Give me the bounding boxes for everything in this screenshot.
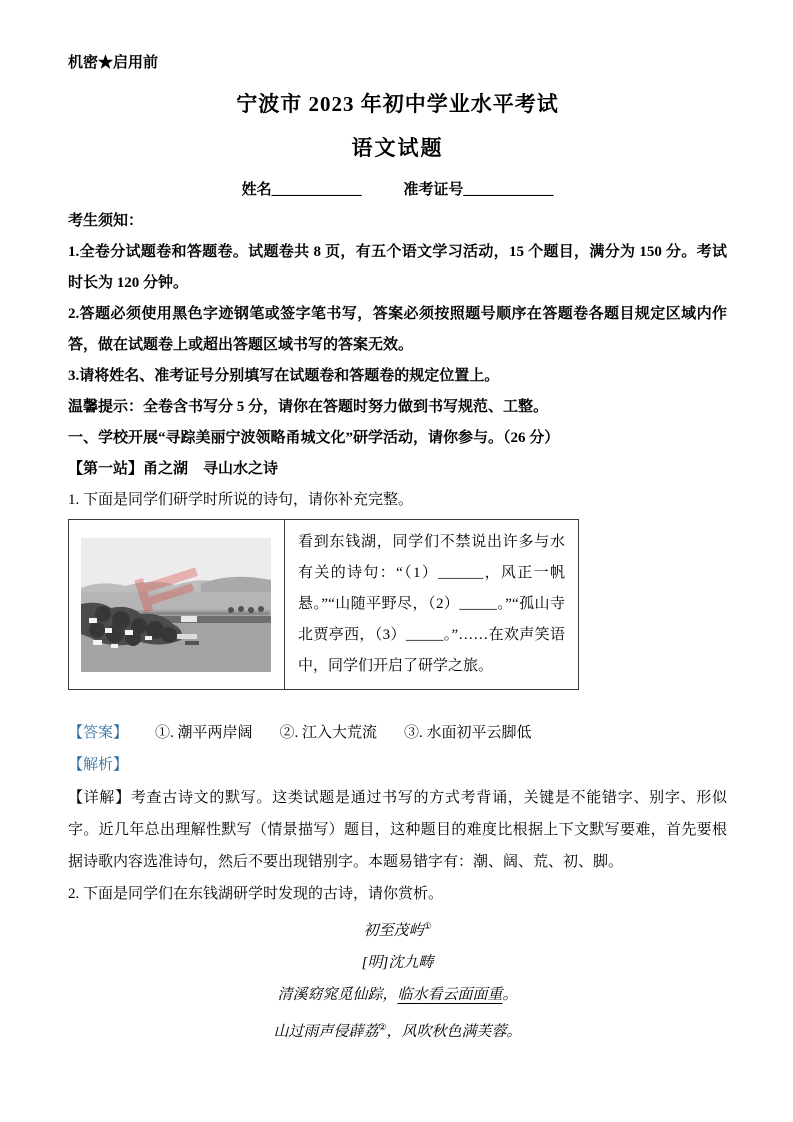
classification-label: 机密★启用前 (68, 55, 159, 71)
poem-title: 初至茂屿① (363, 921, 432, 939)
page-title: 宁波市 2023 年初中学业水平考试 (236, 92, 559, 116)
station-heading: 【第一站】甬之湖 寻山水之诗 (68, 461, 279, 477)
poem-line2-note: ② (378, 1022, 387, 1032)
lake-photo-cell (69, 520, 285, 690)
notice-item-3: 3.请将姓名、准考证号分别填写在试题卷和答题卷的规定位置上。 (68, 368, 500, 384)
poem-line-1: 清溪窈窕觅仙踪，临水看云面面重。 (277, 987, 518, 1003)
notice-item-1: 1.全卷分试题卷和答题卷。试题卷共 8 页，有五个语文学习活动，15 个题目，满分为 150 分。考试时长为 120 分钟。 (68, 244, 727, 291)
poem-author: [明]沈九畴 (361, 955, 434, 971)
page-subtitle: 语文试题 (351, 136, 444, 160)
poem-underlined-phrase: 临水看云面面重 (397, 987, 503, 1003)
notice-tip: 温馨提示：全卷含书写分 5 分，请你在答题时努力做到书写规范、工整。 (68, 399, 549, 415)
poem (68, 910, 727, 1048)
q1-table-row (69, 520, 579, 690)
q1-prompt: 1. 下面是同学们研学时所说的诗句，请你补充完整。 (68, 492, 414, 508)
name-field (242, 182, 362, 198)
q1-cell-text: 看到东钱湖，同学们不禁说出许多与水有关的诗句：“（1）______，风正一帆悬。”“山随平野尽，（2）_____。”“孤山寺北贾亭西，（3）_____。”……在欢声笑语中，同学们开启了研学之旅。 (285, 520, 579, 690)
answer-label: 【答案】 (68, 725, 129, 741)
name-label: 姓名 (241, 182, 272, 198)
notice-heading: 考生须知： (68, 213, 144, 229)
q1-detail (68, 782, 727, 878)
poem-line-2: 山过雨声侵薜荔②，风吹秋色满芙蓉。 (273, 1022, 522, 1040)
detail-text: 考查古诗文的默写。这类试题是通过书写的方式考背诵，关键是不能错字、别字、形似字。近几年总出理解性默写（情景描写）题目，这种题目的难度比根据上下文默写要难，首先要根据诗歌内容选准诗句，然后不要出现错别字。本题易错字有：潮、阔、荒、初、脚。 (68, 790, 727, 870)
name-ticket-line (68, 175, 727, 206)
poem-title-note: ① (423, 921, 432, 931)
name-blank: ____________ (271, 182, 362, 198)
detail-label: 【详解】 (68, 790, 131, 806)
answer-item-1: ①. 潮平两岸阔 (155, 725, 253, 741)
analysis-label: 【解析】 (68, 757, 129, 773)
ticket-field (403, 182, 553, 198)
section-heading: 一、学校开展“寻踪美丽宁波领略甬城文化”研学活动，请你参与。（26 分） (68, 430, 560, 446)
q1-table (68, 519, 579, 690)
answer-item-2: ②. 江入大荒流 (279, 725, 378, 741)
q2-prompt: 2. 下面是同学们在东钱湖研学时发现的古诗，请你赏析。 (68, 886, 444, 902)
lake-photo (81, 538, 271, 672)
ticket-label: 准考证号 (403, 182, 464, 198)
answer-line (68, 718, 727, 748)
answer-item-3: ③. 水面初平云脚低 (404, 725, 532, 741)
notice-item-2: 2.答题必须使用黑色字迹钢笔或签字笔书写，答案必须按照题号顺序在答题卷各题目规定区域内作答，做在试题卷上或超出答题区域书写的答案无效。 (68, 306, 727, 353)
ticket-blank: ____________ (463, 182, 554, 198)
